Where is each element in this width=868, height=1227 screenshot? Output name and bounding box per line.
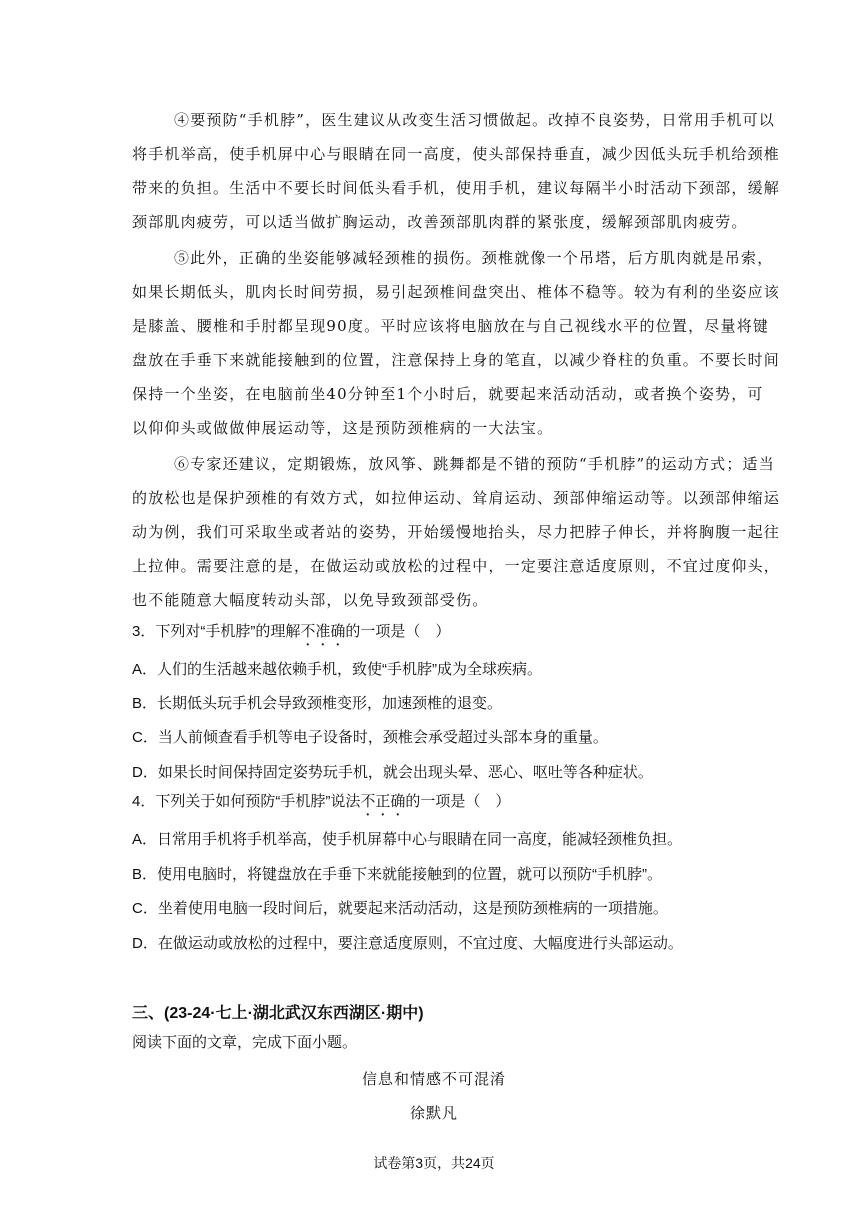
question-prefix: 4．下列关于如何预防“手机脖”说法 bbox=[132, 793, 361, 810]
question-prefix: 3．下列对“手机脖”的理解 bbox=[132, 623, 301, 640]
paragraph-line: 的放松也是保护颈椎的有效方式，如拉伸运动、耸肩运动、颈部伸缩运动等。以颈部伸缩运 bbox=[132, 489, 781, 507]
option-b[interactable]: B．使用电脑时，将键盘放在手垂下来就能接触到的位置，就可以预防“手机脖”。 bbox=[132, 866, 662, 883]
paragraph-line: ④要预防“手机脖”，医生建议从改变生活习惯做起。改掉不良姿势，日常用手机可以 bbox=[174, 111, 775, 129]
article-author: 徐默凡 bbox=[409, 1104, 458, 1122]
page-footer: 试卷第3页，共24页 bbox=[373, 1155, 495, 1171]
question-suffix: 的一项是（ ） bbox=[405, 793, 511, 810]
paragraph-line: 保持一个坐姿，在电脑前坐40分钟至1个小时后，就要起来活动活动，或者换个姿势，可 bbox=[132, 385, 764, 403]
emphasis-text: 不正确 bbox=[360, 793, 406, 810]
paragraph-line: 盘放在手垂下来就能接触到的位置，注意保持上身的笔直，以减少脊柱的负重。不要长时间 bbox=[132, 351, 781, 369]
option-c[interactable]: C．坐着使用电脑一段时间后，就要起来活动活动，这是预防颈椎病的一项措施。 bbox=[132, 900, 668, 917]
option-a[interactable]: A．日常用手机将手机举高，使手机屏幕中心与眼睛在同一高度，能减轻颈椎负担。 bbox=[132, 831, 683, 848]
paragraph-5 bbox=[132, 241, 781, 445]
paragraph-line: 以仰仰头或做做伸展运动等，这是预防颈椎病的一大法宝。 bbox=[132, 419, 554, 437]
section-instruction: 阅读下面的文章，完成下面小题。 bbox=[132, 1034, 358, 1051]
paragraph-line: ⑤此外，正确的坐姿能够减轻颈椎的损伤。颈椎就像一个吊塔，后方肌肉就是吊索， bbox=[174, 249, 774, 267]
emphasis-text: 不准确 bbox=[300, 623, 346, 640]
paragraph-4 bbox=[132, 103, 781, 239]
question-suffix: 的一项是（ ） bbox=[345, 623, 451, 640]
option-d[interactable]: D．在做运动或放松的过程中，要注意适度原则，不宜过度、大幅度进行头部运动。 bbox=[132, 935, 683, 952]
option-c[interactable]: C．当人前倾查看手机等电子设备时，颈椎会承受超过头部本身的重量。 bbox=[132, 729, 608, 746]
paragraph-line: ⑥专家还建议，定期锻炼，放风筝、跳舞都是不错的预防“手机脖”的运动方式；适当 bbox=[174, 455, 775, 473]
question-4-title bbox=[132, 790, 510, 819]
paragraph-line: 颈部肌肉疲劳，可以适当做扩胸运动，改善颈部肌肉群的紧张度，缓解颈部肌肉疲劳。 bbox=[132, 213, 748, 231]
section-heading: 三、(23-24·七上·湖北武汉东西湖区·期中) bbox=[132, 1005, 424, 1022]
option-a[interactable]: A．人们的生活越来越依赖手机，致使“手机脖”成为全球疾病。 bbox=[132, 661, 542, 678]
paragraph-line: 上拉伸。需要注意的是，在做运动或放松的过程中，一定要注意适度原则，不宜过度仰头， bbox=[132, 557, 781, 575]
option-d[interactable]: D．如果长时间保持固定姿势玩手机，就会出现头晕、恶心、呕吐等各种症状。 bbox=[132, 764, 653, 781]
paragraph-line: 带来的负担。生活中不要长时间低头看手机，使用手机，建议每隔半小时活动下颈部，缓解 bbox=[132, 179, 781, 197]
paragraph-line: 如果长期低头，肌肉长时间劳损，易引起颈椎间盘突出、椎体不稳等。较为有利的坐姿应该 bbox=[132, 283, 781, 301]
paragraph-line: 动为例，我们可采取坐或者站的姿势，开始缓慢地抬头，尽力把脖子伸长，并将胸腹一起往 bbox=[132, 523, 781, 541]
paragraph-line: 是膝盖、腰椎和手肘都呈现90度。平时应该将电脑放在与自己视线水平的位置，尽量将键 bbox=[132, 317, 770, 335]
paragraph-line: 将手机举高，使手机屏中心与眼睛在同一高度，使头部保持垂直，减少因低头玩手机给颈椎 bbox=[132, 145, 781, 163]
paragraph-6 bbox=[132, 447, 781, 617]
option-b[interactable]: B．长期低头玩手机会导致颈椎变形，加速颈椎的退变。 bbox=[132, 695, 503, 712]
question-3-title bbox=[132, 620, 450, 649]
article-title: 信息和情感不可混淆 bbox=[361, 1070, 506, 1088]
paragraph-line: 也不能随意大幅度转动头部，以免导致颈部受伤。 bbox=[132, 591, 489, 609]
